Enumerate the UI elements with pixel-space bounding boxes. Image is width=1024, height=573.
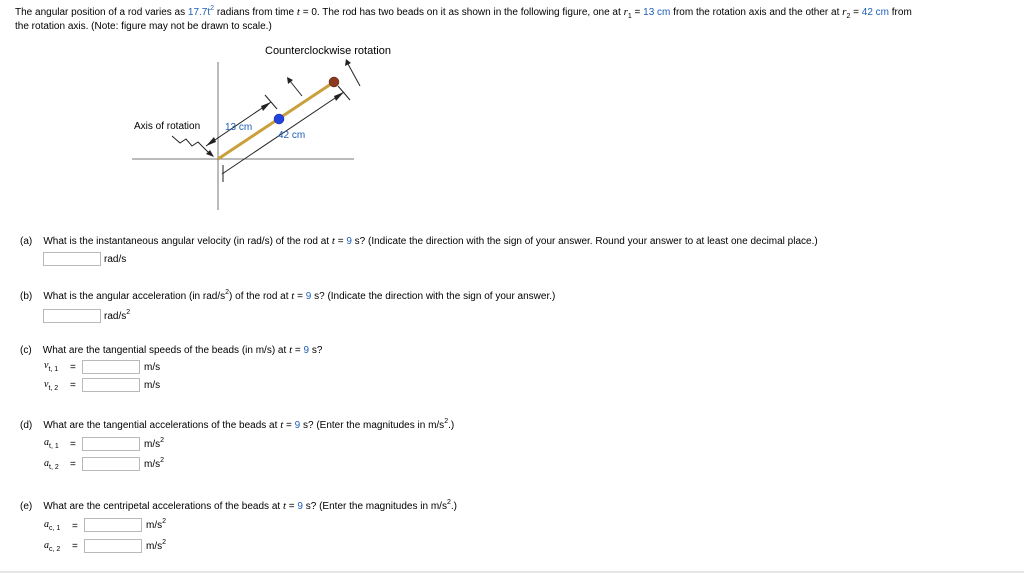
vt2-label: $v_{t, 2}$ [44, 379, 59, 392]
part-a-question: (a) What is the instantaneous angular velocity (in rad/s) of the rod at t = 9 s? (Indicate the direction with the sign of your answer. Round your answer to at least one decimal place.) [20, 235, 818, 247]
at2-unit: $m/s^2$ [144, 457, 165, 470]
at2-input[interactable] [82, 457, 140, 471]
r1-symbol: $r_1$ [623, 6, 632, 20]
at1-label: $a_{t, 1}$ [44, 437, 59, 450]
at2-label: $a_{t, 2}$ [44, 458, 59, 471]
rod-diagram [130, 40, 410, 215]
r1-tick [265, 95, 277, 109]
rod-figure [130, 40, 410, 215]
vt1-unit: m/s [144, 362, 161, 373]
part-d-question: (d) What are the tangential accelerations of the beads at t = 9 s? (Enter the magnitudes in $m/s^2$.) [20, 418, 455, 431]
ac1-input[interactable] [84, 518, 142, 532]
vt2-unit: m/s [144, 380, 161, 391]
at1-unit: $m/s^2$ [144, 437, 165, 450]
at1-input[interactable] [82, 437, 140, 451]
at1-equals: = [70, 439, 76, 450]
r2-arrowhead-end [334, 92, 344, 101]
problem-statement-line1: The angular position of a rod varies as $17.7t^2$ radians from time t = 0. The rod has two beads on it as shown in the following figure, one at $r_1 = 13$ cm from the rotation axis and the other at $r_2 = 42$ cm from [15, 5, 912, 20]
r1-value: 13 cm [643, 7, 671, 18]
angle-coefficient: $17.7t^2$ [187, 5, 215, 18]
angular-velocity-input[interactable] [43, 252, 101, 266]
problem-statement-line2: the rotation axis. (Note: figure may not be drawn to scale.) [15, 21, 272, 32]
r2-value: 42 cm [861, 7, 889, 18]
figure-caption: Counterclockwise rotation [265, 45, 391, 57]
ac1-unit: $m/s^2$ [146, 518, 167, 531]
angular-acceleration-unit: rad/$s^2$ [104, 309, 131, 322]
vt1-input[interactable] [82, 360, 140, 374]
angular-velocity-unit: rad/s [104, 254, 127, 265]
rotation-arrow-left [290, 81, 302, 96]
r2-tick [338, 86, 350, 100]
r2-symbol: $r_2$ [842, 6, 851, 20]
part-e-question: (e) What are the centripetal accelerations of the beads at t = 9 s? (Enter the magnitudes in $m/s^2$.) [20, 499, 457, 512]
ac2-input[interactable] [84, 539, 142, 553]
inner-bead [274, 114, 284, 124]
ac2-equals: = [72, 541, 78, 552]
r2-label: 42 cm [278, 130, 306, 141]
ac1-equals: = [72, 521, 78, 532]
vt1-label: $v_{t, 1}$ [44, 360, 59, 373]
r1-arrowhead-start [206, 137, 216, 146]
outer-bead [329, 77, 339, 87]
vt2-equals: = [70, 380, 76, 391]
part-b-question: (b) What is the angular acceleration (in rad/$s^2$) of the rod at t = 9 s? (Indicate the direction with the sign of your answer.) [20, 289, 556, 302]
angular-acceleration-input[interactable] [43, 309, 101, 323]
ac1-label: $a_{c, 1}$ [44, 519, 61, 532]
r1-arrowhead-end [261, 102, 271, 111]
vt1-equals: = [70, 362, 76, 373]
part-c-question: (c) What are the tangential speeds of the beads (in m/s) at t = 9 s? [20, 344, 323, 356]
axis-of-rotation-label: Axis of rotation [134, 121, 201, 132]
axis-pointer [172, 136, 210, 154]
ac2-label: $a_{c, 2}$ [44, 540, 61, 553]
rotation-arrow-right [348, 64, 360, 86]
at2-equals: = [70, 459, 76, 470]
r1-label: 13 cm [225, 122, 253, 133]
ac2-unit: $m/s^2$ [146, 539, 167, 552]
vt2-input[interactable] [82, 378, 140, 392]
